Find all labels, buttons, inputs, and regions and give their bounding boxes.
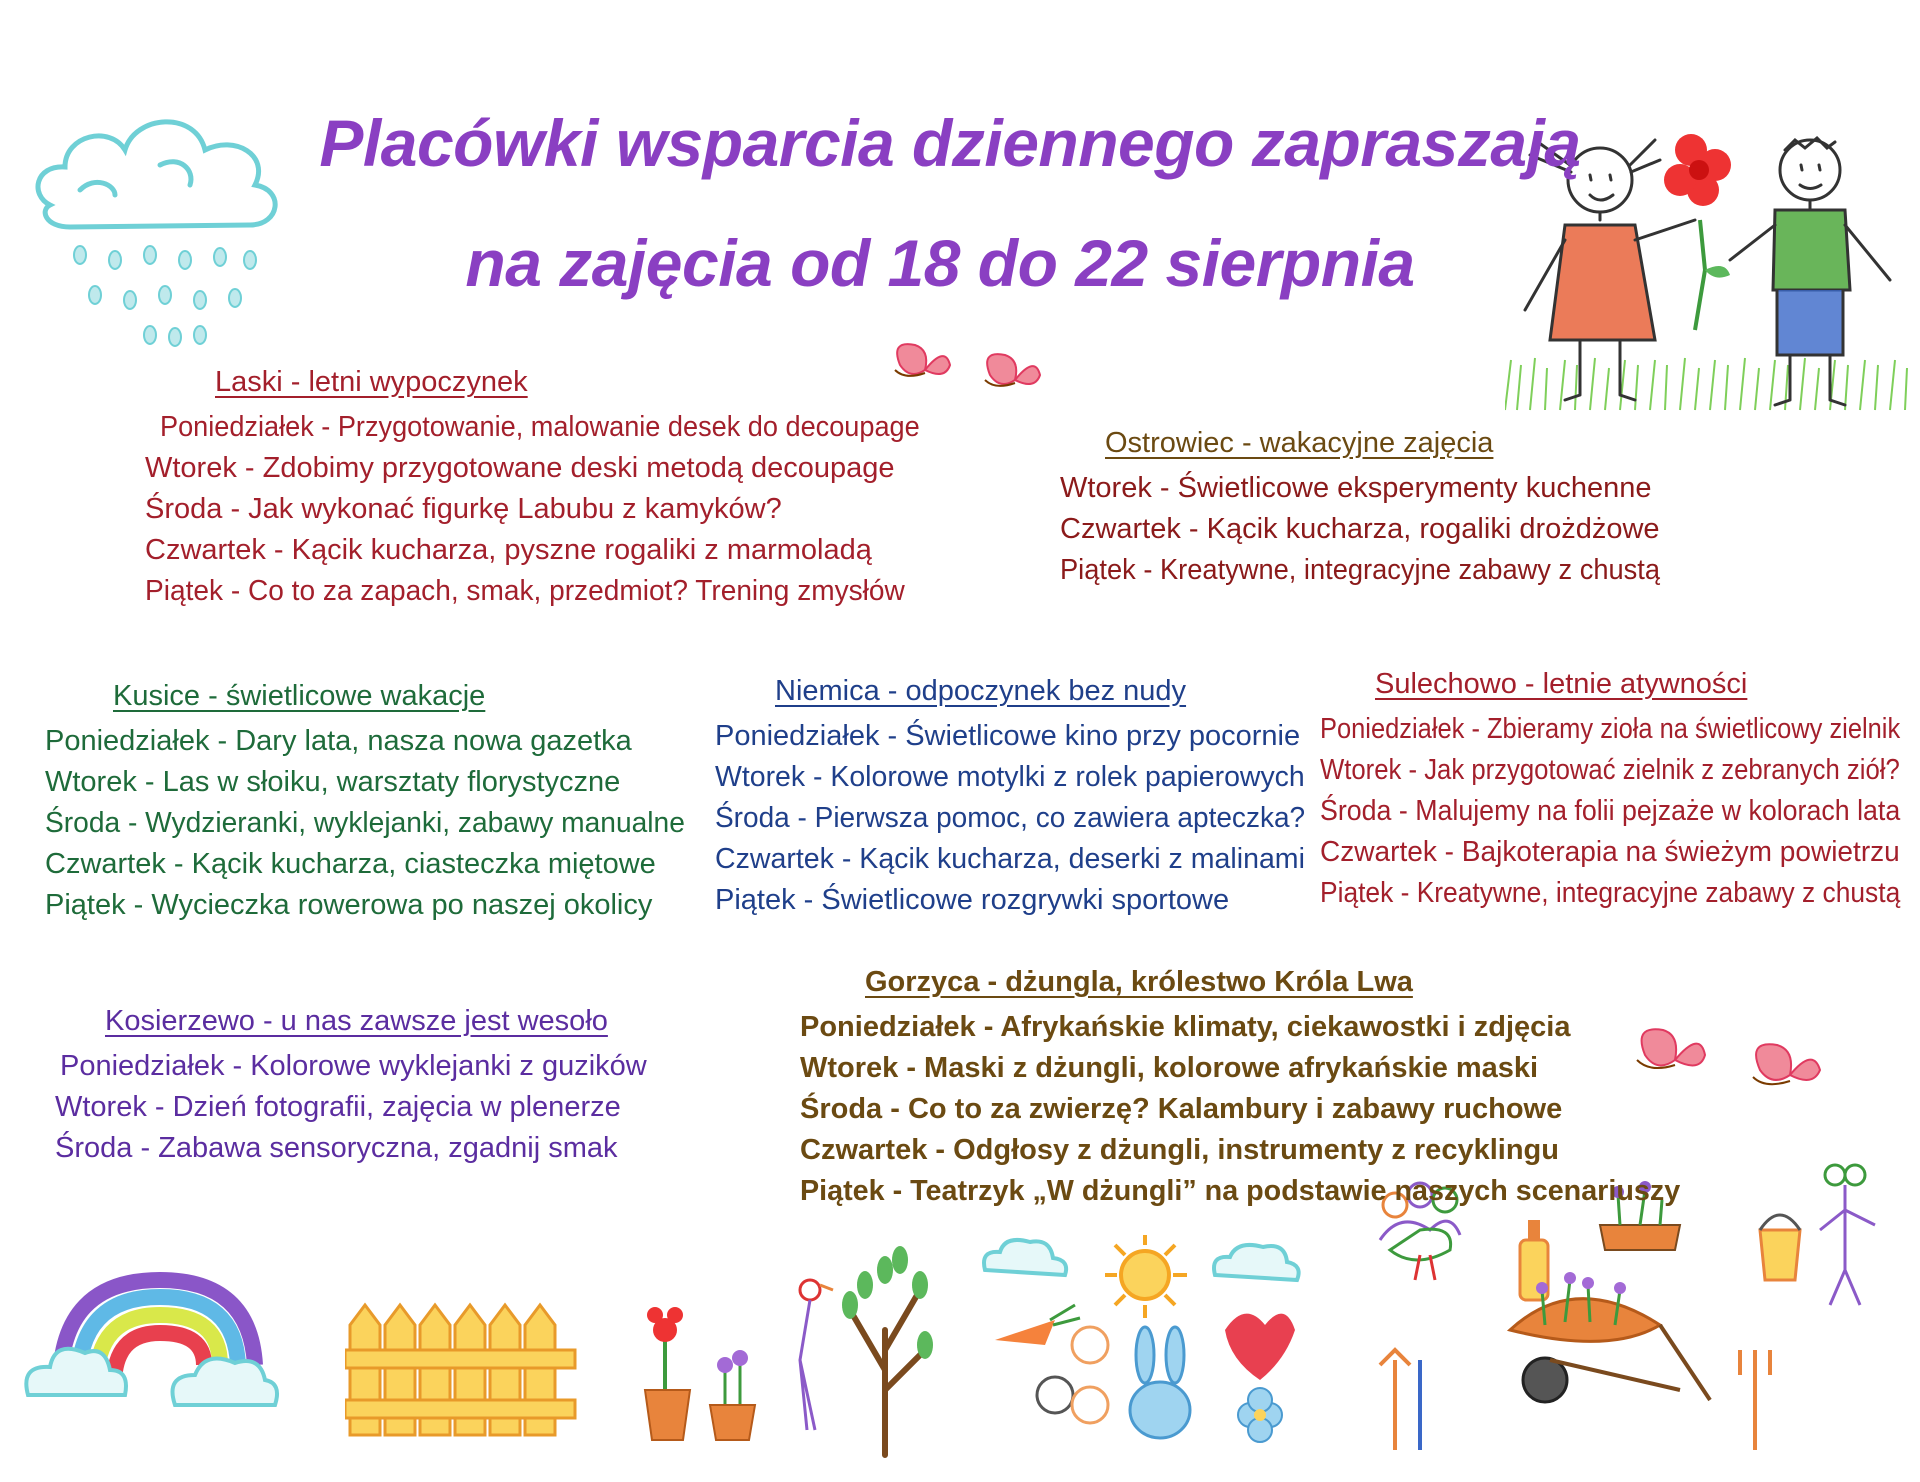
schedule-item: Środa - Co to za zwierzę? Kalambury i zabawy ruchowe bbox=[800, 1093, 1563, 1125]
schedule-item: Wtorek - Jak przygotować zielnik z zebranych ziół? bbox=[1320, 754, 1900, 786]
schedule-item: Środa - Malujemy na folii pejzaże w kolorach lata bbox=[1320, 795, 1901, 827]
schedule-item: Środa - Zabawa sensoryczna, zgadnij smak bbox=[55, 1132, 618, 1164]
page-subtitle: na zajęcia od 18 do 22 sierpnia bbox=[465, 226, 1415, 300]
schedule-item: Piątek - Teatrzyk „W dżungli” na podstawie naszych scenariuszy bbox=[800, 1175, 1681, 1207]
section-title: Laski - letni wypoczynek bbox=[215, 366, 528, 398]
schedule-item: Piątek - Co to za zapach, smak, przedmiot? Trening zmysłów bbox=[145, 575, 905, 607]
section-laski bbox=[145, 366, 973, 612]
schedule-item: Piątek - Kreatywne, integracyjne zabawy z chustą bbox=[1060, 554, 1661, 586]
section-niemica bbox=[715, 675, 1326, 921]
section-ostrowiec bbox=[1060, 427, 1698, 591]
schedule-item: Środa - Wydzieranki, wyklejanki, zabawy manualne bbox=[45, 807, 685, 839]
section-gorzyca bbox=[800, 966, 1689, 1212]
section-title: Niemica - odpoczynek bez nudy bbox=[775, 675, 1187, 707]
schedule-item: Środa - Jak wykonać figurkę Labubu z kamyków? bbox=[145, 493, 782, 525]
schedule-item: Piątek - Świetlicowe rozgrywki sportowe bbox=[715, 884, 1230, 916]
schedule-item: Piątek - Wycieczka rowerowa po naszej okolicy bbox=[45, 889, 653, 921]
schedule-item: Środa - Pierwsza pomoc, co zawiera apteczka? bbox=[715, 802, 1306, 834]
flower-pot-icon bbox=[635, 1230, 955, 1460]
schedule-item: Wtorek - Kolorowe motylki z rolek papierowych bbox=[715, 761, 1305, 793]
schedule-item: Czwartek - Bajkoterapia na świeżym powietrzu bbox=[1320, 836, 1900, 868]
section-title: Kosierzewo - u nas zawsze jest wesoło bbox=[105, 1005, 608, 1037]
section-kosierzewo bbox=[55, 1005, 647, 1169]
schedule-item: Poniedziałek - Przygotowanie, malowanie desek do decoupage bbox=[160, 411, 920, 443]
schedule-item: Czwartek - Kącik kucharza, pyszne rogaliki z marmoladą bbox=[145, 534, 872, 566]
schedule-item: Wtorek - Świetlicowe eksperymenty kuchenne bbox=[1060, 472, 1652, 504]
schedule-item: Poniedziałek - Kolorowe wyklejanki z guzików bbox=[60, 1050, 647, 1082]
schedule-item: Poniedziałek - Afrykańskie klimaty, ciekawostki i zdjęcia bbox=[800, 1011, 1571, 1043]
schedule-item: Czwartek - Odgłosy z dżungli, instrumenty z recyklingu bbox=[800, 1134, 1559, 1166]
schedule-item: Czwartek - Kącik kucharza, deserki z malinami bbox=[715, 843, 1305, 875]
schedule-item: Czwartek - Kącik kucharza, ciasteczka miętowe bbox=[45, 848, 656, 880]
rainbow-icon bbox=[20, 1245, 280, 1415]
schedule-item: Wtorek - Dzień fotografii, zajęcia w plenerze bbox=[55, 1091, 621, 1123]
sun-bunny-heart-icon bbox=[975, 1230, 1305, 1460]
schedule-item: Poniedziałek - Świetlicowe kino przy pocornie bbox=[715, 720, 1301, 752]
section-title: Gorzyca - dżungla, królestwo Króla Lwa bbox=[865, 966, 1413, 998]
section-title: Kusice - świetlicowe wakacje bbox=[113, 680, 486, 712]
schedule-item: Wtorek - Zdobimy przygotowane deski metodą decoupage bbox=[145, 452, 895, 484]
schedule-item: Czwartek - Kącik kucharza, rogaliki drożdżowe bbox=[1060, 513, 1660, 545]
section-sulechowo bbox=[1320, 668, 1920, 914]
schedule-item: Poniedziałek - Dary lata, nasza nowa gazetka bbox=[45, 725, 632, 757]
section-title: Sulechowo - letnie atywności bbox=[1375, 668, 1748, 700]
section-kusice bbox=[45, 680, 704, 926]
page-title: Placówki wsparcia dziennego zapraszają bbox=[319, 106, 1581, 180]
schedule-item: Wtorek - Maski z dżungli, kolorowe afrykańskie maski bbox=[800, 1052, 1539, 1084]
schedule-item: Wtorek - Las w słoiku, warsztaty florystyczne bbox=[45, 766, 621, 798]
schedule-item: Piątek - Kreatywne, integracyjne zabawy z chustą bbox=[1320, 877, 1901, 909]
section-title: Ostrowiec - wakacyjne zajęcia bbox=[1105, 427, 1494, 459]
fence-icon bbox=[345, 1295, 585, 1440]
schedule-item: Poniedziałek - Zbieramy zioła na świetlicowy zielnik bbox=[1320, 713, 1901, 745]
